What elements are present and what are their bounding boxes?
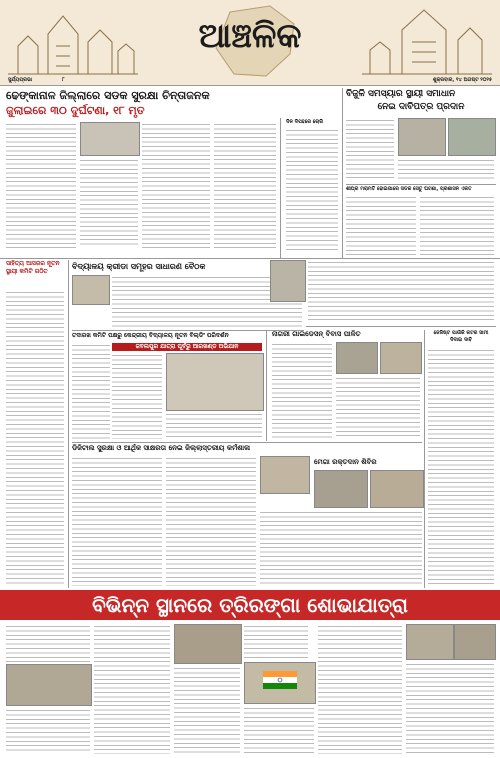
mid-headline-1: ବିଦ୍ୟାଳୟ କ୍ରୀଡା ସମୂହର ସାଧାରଣ ବୈଠକ bbox=[72, 262, 206, 271]
mid-headline-4: ଡିଜିଟାଲ ସୁରକ୍ଷା ଓ ଆର୍ଥିକ ସାକ୍ଷରତା ନେଇ ଜିଲ୍ଲାସ୍ତରୀୟ କର୍ମଶାଳା bbox=[72, 444, 251, 452]
blood-camp-photo-2 bbox=[370, 470, 424, 508]
right-body-col4 bbox=[420, 195, 494, 257]
guide-day-photo-2 bbox=[380, 342, 422, 374]
right-small-body bbox=[428, 348, 494, 586]
mid-body-3a bbox=[272, 342, 332, 438]
right-headline-2: ନେଇ ଦାବିପତ୍ର ପ୍ରଦାନ bbox=[377, 102, 465, 112]
rally-photo-3 bbox=[406, 624, 454, 660]
right-photo-1 bbox=[398, 118, 446, 156]
right-body-col3 bbox=[346, 195, 416, 257]
mid-body-2c bbox=[166, 412, 262, 439]
bottom-body-2 bbox=[6, 708, 90, 754]
meeting-photo bbox=[72, 275, 110, 305]
side-body bbox=[286, 128, 338, 252]
mid-headline-5: ମେଗା ରକ୍ତଦାନ ଶିବିର bbox=[314, 458, 377, 466]
mid-photo-caption: ଜବଲପୁର ଯାତ୍ରା ପୂର୍ବରୁ ଆରଖଣ୍ଡ ଅଭିଯାନ bbox=[112, 343, 262, 351]
rally-photo-4 bbox=[454, 624, 496, 660]
right-body-col2 bbox=[398, 158, 494, 180]
tricolor-banner bbox=[0, 590, 500, 620]
page-number: ୮ bbox=[62, 77, 65, 83]
bottom-body-3 bbox=[94, 624, 170, 754]
right-mid-photo bbox=[270, 260, 306, 302]
temple-illustration-left-icon bbox=[8, 6, 138, 76]
lead-subheadline: ଜୁଲାଇରେ ୩୦ ଦୁର୍ଘଟଣା, ୧୮ ମୃତ bbox=[6, 104, 145, 117]
blood-camp-photo-1 bbox=[314, 470, 368, 508]
left-column-body bbox=[6, 290, 64, 585]
page-label: ସୁର୍ଯ୍ୟପ୍ରଭା bbox=[8, 77, 33, 83]
lead-photo bbox=[80, 122, 140, 156]
bottom-body-1 bbox=[6, 624, 90, 662]
lead-body-col2 bbox=[80, 158, 138, 248]
side-headline: ଦିନ ଦିପହରେ ଚୋରି bbox=[286, 119, 324, 125]
right-headline-3: ଶୀଘ୍ର ମରାମତି ହୋଇପାରେ ସଡକ ସେତୁ ଘଟଣା, ପ୍ରଶାସନ ଏକତ bbox=[346, 186, 472, 192]
mid-headline-3: ନାଗରୀ ଗାଇଡେସନ୍ ବିବାସ ପାଳିତ bbox=[272, 330, 361, 338]
rally-photo-2 bbox=[174, 624, 242, 664]
bottom-body-6 bbox=[244, 706, 314, 754]
bottom-body-4 bbox=[174, 666, 240, 754]
lead-body-col1 bbox=[6, 122, 76, 248]
left-column-headline: ସାହିତ୍ୟ ଆସରର ନୂତନ ସ୍ଥାୟୀ କମିଟି ଗଠିତ bbox=[6, 260, 60, 275]
lead-body-col4 bbox=[214, 122, 276, 248]
right-mid-body bbox=[308, 260, 494, 322]
lead-body-col3 bbox=[142, 122, 210, 248]
bottom-body-7 bbox=[318, 624, 402, 754]
temple-illustration-right-icon bbox=[362, 6, 492, 76]
right-small-headline: ଜେଜିଷ୍ଟ ପାଉଁକି କଟର ସାମୀ ଦିଦାଇ ଦାବି bbox=[433, 330, 489, 343]
masthead-title: ଆଞ୍ଚଳିକ bbox=[198, 16, 302, 56]
rally-photo-1 bbox=[6, 664, 92, 706]
bottom-body-8 bbox=[406, 662, 494, 754]
school-visit-photo bbox=[166, 353, 264, 411]
mid-body-4b bbox=[166, 456, 256, 586]
lead-headline: ଢେଙ୍କାନାଳ ଜିଲ୍ଲାରେ ସଡକ ସୁରକ୍ଷା ଚିନ୍ତାଜନକ bbox=[6, 89, 210, 102]
mid-body-2b bbox=[112, 353, 162, 439]
right-photo-2 bbox=[448, 118, 496, 156]
mid-body-5 bbox=[260, 510, 422, 586]
mid-body-3b bbox=[336, 376, 420, 438]
issue-date: ଶୁକ୍ରବାର, ୧୪ ଅଗଷ୍ଟ ୨୦୨୫ bbox=[432, 77, 492, 83]
mid-body-4a bbox=[72, 456, 162, 586]
workshop-photo bbox=[260, 456, 310, 494]
masthead bbox=[0, 0, 500, 85]
banner-headline: ବିଭିନ୍ନ ସ୍ଥାନରେ ତ୍ରିରଙ୍ଗା ଶୋଭାଯାତ୍ରା bbox=[92, 593, 408, 617]
right-body-col1 bbox=[346, 118, 394, 180]
mid-headline-2: ତଦାରଖ କମିଟି ପକ୍ଷରୁ କେନ୍ଦ୍ରୀୟ ବିଦ୍ୟାଳୟ ନୂତନ ବିଲ୍ଡିଂ ପରିଦର୍ଶନ bbox=[72, 332, 229, 339]
flag-icon bbox=[245, 663, 315, 703]
guide-day-photo-1 bbox=[336, 342, 378, 374]
mid-body-2a bbox=[72, 343, 110, 439]
bottom-body-5 bbox=[244, 624, 308, 660]
flag-rally-photo bbox=[244, 662, 316, 704]
right-headline-1: ବିଜୁଳି ସମସ୍ୟାର ସ୍ଥାୟୀ ସମାଧାନ bbox=[346, 89, 456, 99]
